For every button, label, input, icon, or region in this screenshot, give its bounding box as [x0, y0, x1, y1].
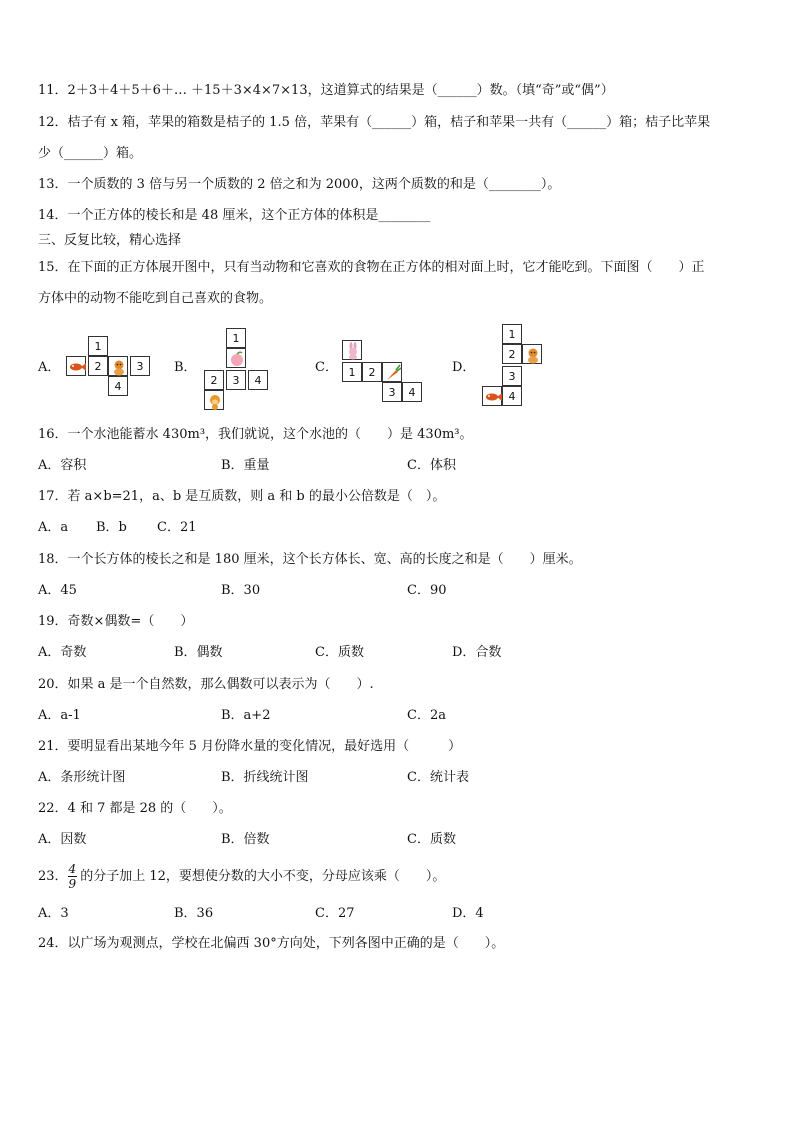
q19-option-d[interactable]: D．合数 — [452, 645, 502, 660]
net-cell: 4 — [248, 370, 268, 390]
q16-option-b[interactable]: B．重量 — [221, 458, 270, 473]
net-cell: 1 — [226, 328, 246, 348]
question-19: 19．奇数×偶数=（ ） — [38, 614, 194, 629]
net-cell — [226, 348, 246, 368]
question-12-line2: 少（______）箱。 — [38, 146, 143, 161]
q22-option-a[interactable]: A．因数 — [38, 832, 87, 847]
net-cell: 1 — [502, 324, 522, 344]
q21-option-b[interactable]: B．折线统计图 — [221, 770, 309, 785]
net-cell — [482, 386, 502, 406]
q19-option-b[interactable]: B．偶数 — [174, 645, 223, 660]
net-cell: 1 — [342, 362, 362, 382]
net-cell — [204, 390, 224, 410]
fraction-denominator: 9 — [68, 877, 77, 891]
net-cell — [522, 344, 542, 364]
question-13: 13．一个质数的 3 倍与另一个质数的 2 倍之和为 2000，这两个质数的和是（________）。 — [38, 177, 561, 192]
question-11: 11．2＋3＋4＋5＋6＋… ＋15＋3×4×7×13，这道算式的结果是（______）数。（填“奇”或“偶”） — [38, 83, 614, 98]
question-21: 21．要明显看出某地今年 5 月份降水量的变化情况，最好选用（ ） — [38, 739, 462, 754]
q20-option-b[interactable]: B．a+2 — [221, 708, 271, 723]
question-16: 16．一个水池能蓄水 430m³，我们就说，这个水池的（ ）是 430m³。 — [38, 427, 473, 442]
option-a-label[interactable]: A． — [38, 360, 61, 375]
fraction-numerator: 4 — [68, 862, 77, 876]
question-24: 24．以广场为观测点，学校在北偏西 30°方向处，下列各图中正确的是（ ）。 — [38, 936, 505, 951]
q20-option-a[interactable]: A．a-1 — [38, 708, 81, 723]
q20-option-c[interactable]: C．2a — [407, 708, 446, 723]
monkey-icon — [206, 392, 224, 410]
q22-option-b[interactable]: B．倍数 — [221, 832, 270, 847]
q19-option-a[interactable]: A．奇数 — [38, 645, 87, 660]
q23-option-d[interactable]: D．4 — [452, 906, 484, 921]
q21-option-c[interactable]: C．统计表 — [407, 770, 469, 785]
net-cell: 2 — [204, 370, 224, 390]
q16-option-a[interactable]: A．容积 — [38, 458, 87, 473]
net-cell: 2 — [88, 356, 108, 376]
net-cell: 3 — [226, 370, 246, 390]
net-cell: 3 — [130, 356, 150, 376]
rabbit-icon — [344, 342, 362, 360]
net-cell — [342, 340, 362, 360]
carrot-icon — [384, 364, 402, 382]
question-23 — [38, 860, 445, 894]
q23-text: 的分子加上 12，要想使分数的大小不变，分母应该乘（ ）。 — [80, 869, 446, 884]
section-heading: 三、反复比较，精心选择 — [38, 233, 182, 248]
question-17: 17．若 a×b=21，a、b 是互质数，则 a 和 b 的最小公倍数是（ ）。 — [38, 489, 446, 504]
q23-option-a[interactable]: A．3 — [38, 906, 69, 921]
question-12-line1: 12．桔子有 x 箱，苹果的箱数是桔子的 1.5 倍，苹果有（______）箱，桔子和苹果一共有（______）箱；桔子比苹果 — [38, 115, 711, 130]
q23-option-b[interactable]: B．36 — [174, 906, 214, 921]
fish-icon — [68, 358, 86, 376]
net-cell — [382, 362, 402, 382]
net-cell: 4 — [108, 376, 128, 396]
q17-option-c[interactable]: C．21 — [157, 520, 197, 535]
q18-option-c[interactable]: C．90 — [407, 583, 447, 598]
q17-option-a[interactable]: A．a — [38, 520, 69, 535]
net-cell: 3 — [382, 382, 402, 402]
option-c-label[interactable]: C． — [315, 360, 338, 375]
q21-option-a[interactable]: A．条形统计图 — [38, 770, 126, 785]
option-d-label[interactable]: D． — [452, 360, 476, 375]
q22-option-c[interactable]: C．质数 — [407, 832, 456, 847]
question-15-line1: 15．在下面的正方体展开图中，只有当动物和它喜欢的食物在正方体的相对面上时，它才能吃到。下面图（ ）正 — [38, 260, 705, 275]
q16-option-c[interactable]: C．体积 — [407, 458, 456, 473]
net-cell: 1 — [88, 336, 108, 356]
q23-fraction — [68, 862, 78, 891]
net-cell — [108, 356, 128, 376]
question-22: 22．4 和 7 都是 28 的（ ）。 — [38, 801, 232, 816]
peach-icon — [228, 350, 246, 368]
q17-option-b[interactable]: B．b — [96, 520, 127, 535]
q19-option-c[interactable]: C．质数 — [315, 645, 364, 660]
dog-icon — [524, 346, 542, 364]
q18-option-b[interactable]: B．30 — [221, 583, 261, 598]
question-14: 14．一个正方体的棱长和是 48 厘米，这个正方体的体积是________ — [38, 208, 431, 223]
option-b-label[interactable]: B． — [174, 360, 197, 375]
fish-icon — [484, 388, 502, 406]
net-cell: 4 — [402, 382, 422, 402]
net-cell: 3 — [502, 366, 522, 386]
q23-number: 23． — [38, 869, 68, 884]
net-cell: 2 — [502, 344, 522, 364]
question-20: 20．如果 a 是一个自然数，那么偶数可以表示为（ ）. — [38, 677, 374, 692]
question-18: 18．一个长方体的棱长之和是 180 厘米，这个长方体长、宽、高的长度之和是（ ）厘米。 — [38, 552, 582, 567]
q18-option-a[interactable]: A．45 — [38, 583, 77, 598]
net-cell: 4 — [502, 386, 522, 406]
dog-icon — [110, 358, 128, 376]
net-cell — [66, 356, 86, 376]
net-cell: 2 — [362, 362, 382, 382]
question-15-line2: 方体中的动物不能吃到自己喜欢的食物。 — [38, 291, 273, 306]
q23-option-c[interactable]: C．27 — [315, 906, 355, 921]
